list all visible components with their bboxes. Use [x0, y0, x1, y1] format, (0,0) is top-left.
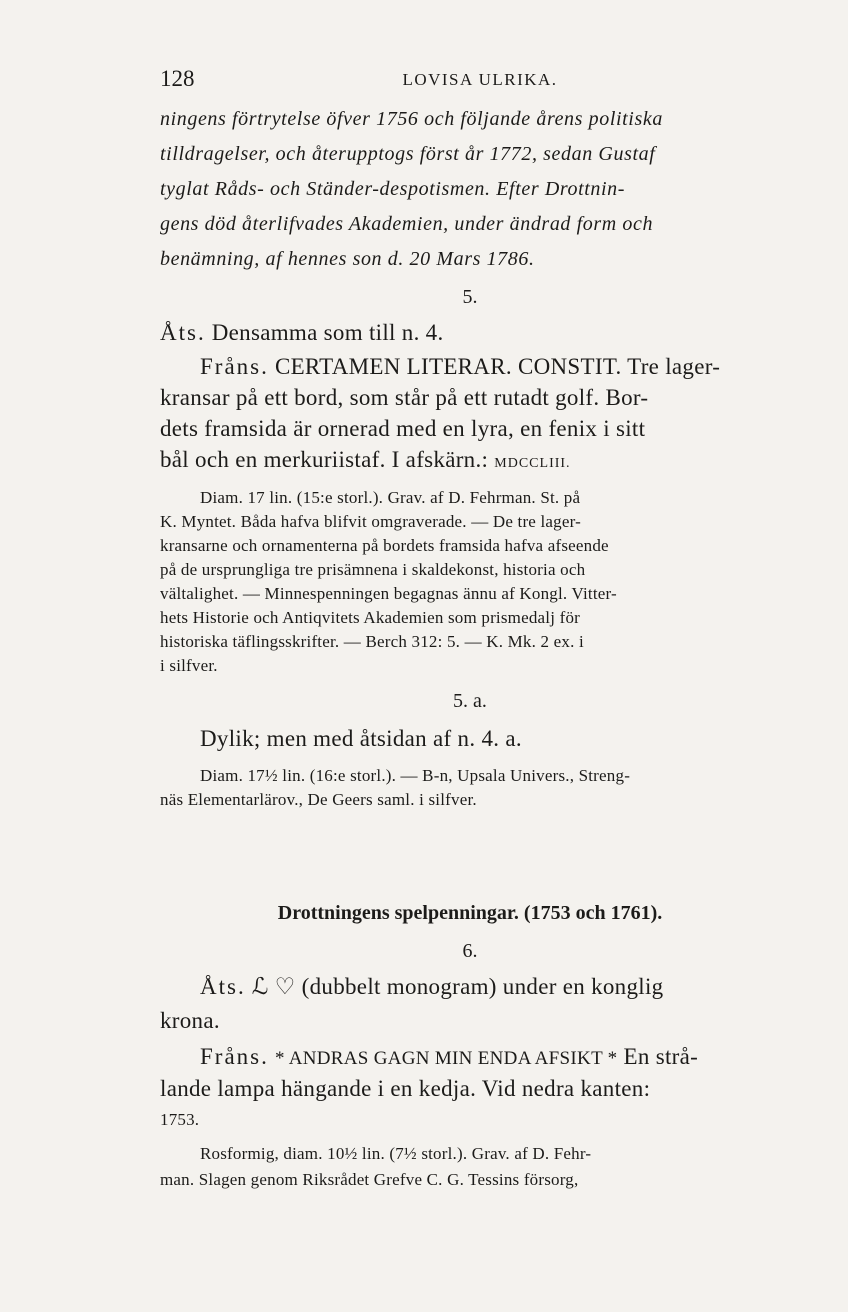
entry-number: 5. a.	[453, 690, 487, 712]
date-small-caps: MDCCLIII.	[494, 456, 571, 471]
entry-number: 6.	[462, 940, 478, 962]
note-line: näs Elementarlärov., De Geers saml. i silfver.	[160, 790, 477, 809]
intro-line: gens död återlifvades Akademien, under ändrad form och	[160, 213, 654, 235]
note-line: på de ursprungliga tre prisämnena i skaldekonst, historia och	[160, 560, 586, 579]
frans-label: Fråns.	[200, 1044, 269, 1069]
ats-line	[200, 974, 663, 1000]
running-title: LOVISA ULRIKA.	[402, 70, 558, 89]
frans-text: bål och en merkuriistaf. I afskärn.:	[160, 447, 489, 472]
page-number: 128	[160, 66, 195, 91]
note-line: man. Slagen genom Riksrådet Grefve C. G. Tessins försorg,	[160, 1170, 579, 1189]
frans-label: Fråns.	[200, 354, 269, 379]
frans-line	[160, 447, 571, 473]
frans-text: CERTAMEN LITERAR. CONSTIT. Tre lager-	[274, 354, 721, 379]
legend-text: * ANDRAS GAGN MIN ENDA AFSIKT *	[274, 1048, 618, 1069]
intro-line: tyglat Råds- och Ständer-despotismen. Efter Drottnin-	[160, 178, 626, 200]
note-line: historiska täflingsskrifter. — Berch 312: 5. — K. Mk. 2 ex. i	[160, 632, 584, 651]
running-head	[160, 66, 800, 96]
year-line: 1753.	[160, 1110, 200, 1129]
intro-line: tilldragelser, och återupptogs först år 1772, sedan Gustaf	[160, 143, 656, 165]
frans-line: lande lampa hängande i en kedja. Vid nedra kanten:	[160, 1076, 651, 1101]
ats-label: Åts.	[200, 974, 246, 999]
ats-text: ℒ ♡ (dubbelt monogram) under en konglig	[251, 974, 664, 999]
ats-text: Densamma som till n. 4.	[211, 320, 444, 345]
frans-line: kransar på ett bord, som står på ett rutadt golf. Bor-	[160, 385, 649, 410]
note-line: Diam. 17½ lin. (16:e storl.). — B-n, Upsala Univers., Streng-	[200, 766, 631, 785]
section-heading: Drottningens spelpenningar. (1753 och 1761).	[277, 902, 663, 924]
note-line: Diam. 17 lin. (15:e storl.). Grav. af D. Fehrman. St. på	[200, 488, 581, 507]
note-line: i silfver.	[160, 656, 218, 675]
entry-text: Dylik; men med åtsidan af n. 4. a.	[200, 726, 522, 751]
note-line: K. Myntet. Båda hafva blifvit omgraverade. — De tre lager-	[160, 512, 581, 531]
note-line: hets Historie och Antiqvitets Akademien som prismedalj för	[160, 608, 581, 627]
frans-text: En strå-	[623, 1044, 699, 1069]
ats-cont: krona.	[160, 1008, 220, 1033]
ats-line	[160, 320, 444, 346]
intro-line: benämning, af hennes son d. 20 Mars 1786.	[160, 248, 535, 270]
frans-line: dets framsida är ornerad med en lyra, en fenix i sitt	[160, 416, 646, 441]
note-line: kransarne och ornamenterna på bordets framsida hafva afseende	[160, 536, 609, 555]
entry-number: 5.	[462, 286, 478, 308]
frans-line	[200, 1044, 698, 1070]
ats-label: Åts.	[160, 320, 206, 345]
intro-line: ningens förtrytelse öfver 1756 och följande årens politiska	[160, 108, 663, 130]
frans-line	[200, 354, 720, 380]
note-line: vältalighet. — Minnespenningen begagnas ännu af Kongl. Vitter-	[160, 584, 617, 603]
note-line: Rosformig, diam. 10½ lin. (7½ storl.). Grav. af D. Fehr-	[200, 1144, 592, 1163]
